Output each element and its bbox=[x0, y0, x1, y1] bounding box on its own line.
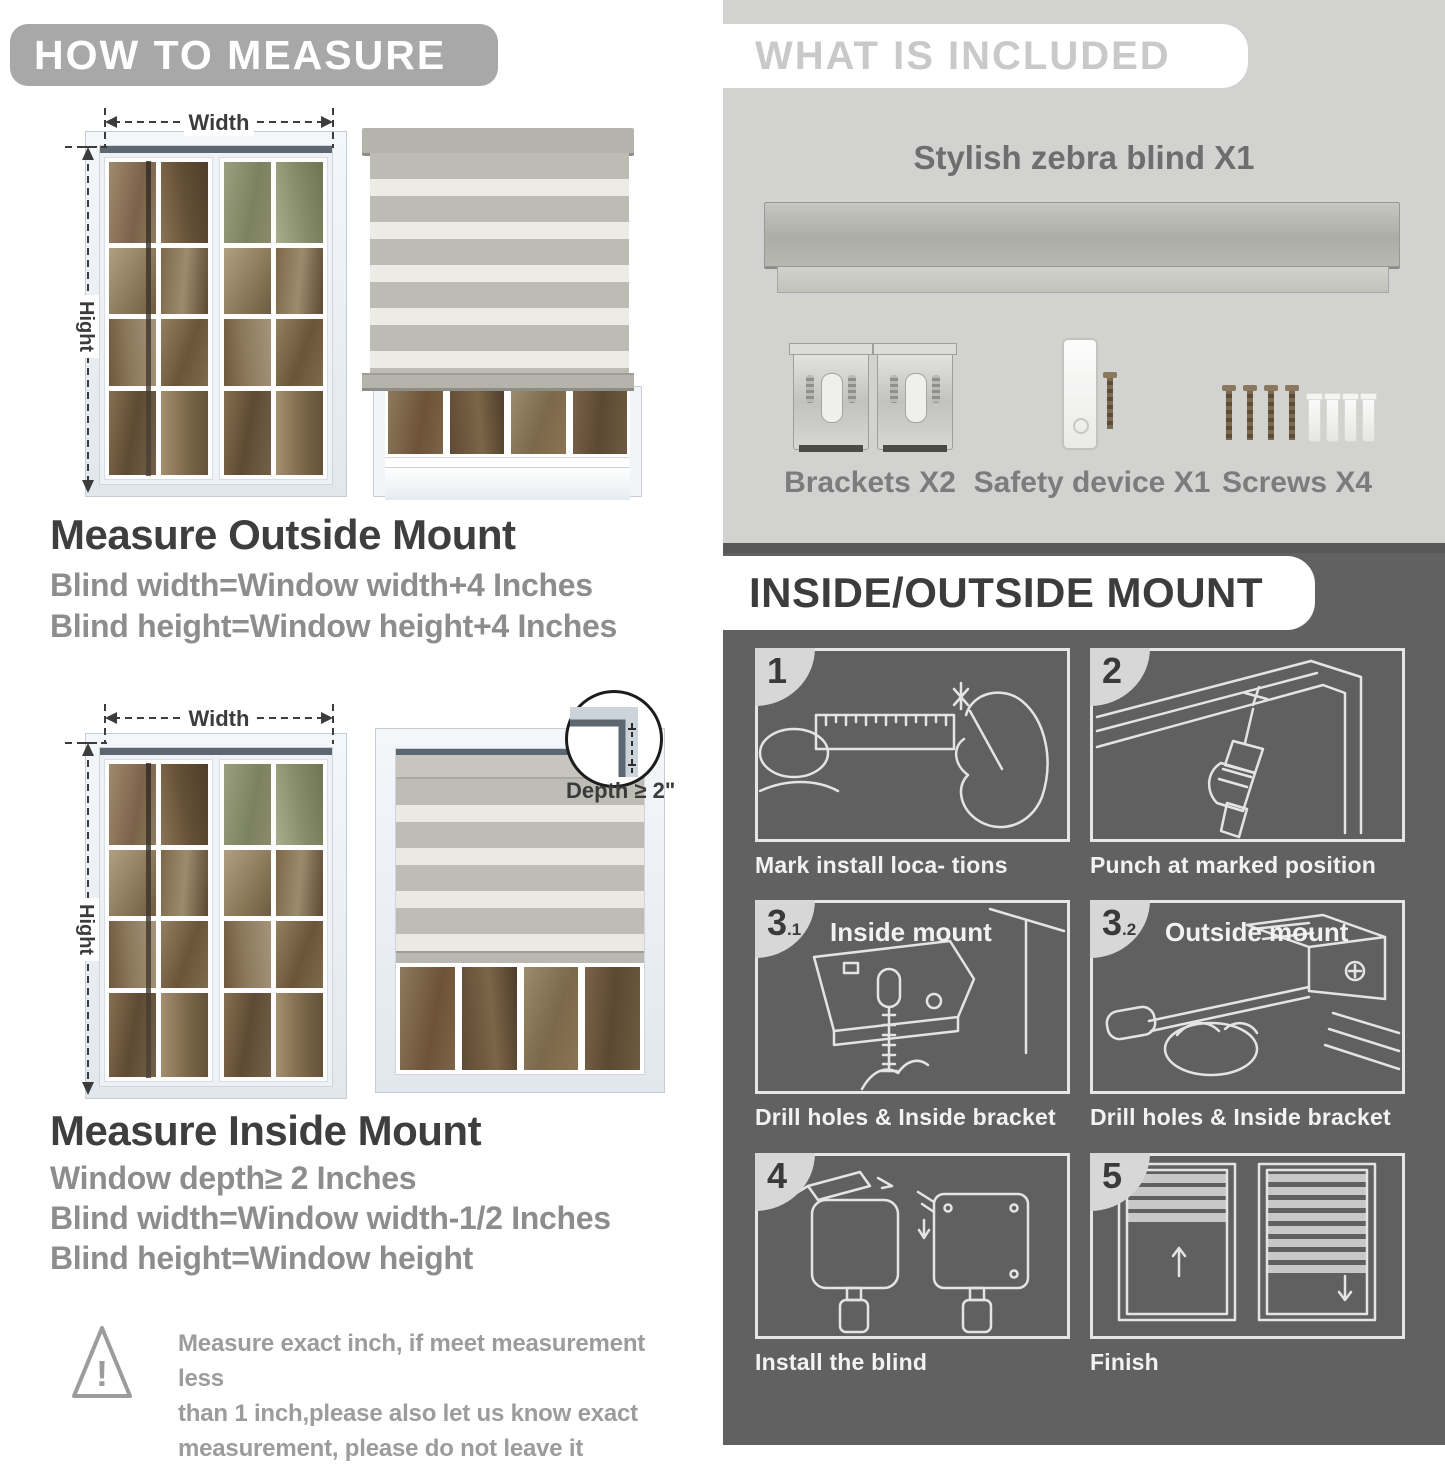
step-number-badge: 3.2 bbox=[1090, 900, 1150, 958]
depth-requirement-label: Depth ≥ 2" bbox=[566, 778, 676, 803]
width-dimension-label: Width bbox=[184, 110, 254, 136]
step-number-badge: 4 bbox=[755, 1153, 815, 1211]
step-panel-5 bbox=[1090, 1153, 1405, 1339]
width-dimension-label: Width bbox=[184, 706, 254, 732]
step-caption-4: Install the blind bbox=[755, 1349, 928, 1375]
wall-anchor-image bbox=[1326, 394, 1339, 442]
screw-image bbox=[1247, 390, 1253, 440]
product-name-label: Stylish zebra blind X1 bbox=[913, 139, 1255, 176]
step-caption-5: Finish bbox=[1090, 1349, 1159, 1375]
headrail-bottom-lip bbox=[777, 267, 1389, 293]
inside-mount-line2: Blind width=Window width-1/2 Inches bbox=[50, 1200, 611, 1236]
zebra-blind-headrail bbox=[362, 128, 634, 156]
inside-mount-line3: Blind height=Window height bbox=[50, 1240, 473, 1276]
warning-line1: Measure exact inch, if meet measurement less bbox=[178, 1330, 646, 1392]
screw-image bbox=[1226, 390, 1232, 440]
zebra-blind-stripes bbox=[370, 153, 629, 373]
wall-anchor-image bbox=[1344, 394, 1357, 442]
step-caption-3-2: Drill holes & Inside bracket bbox=[1090, 1104, 1391, 1130]
what-is-included-header: WHAT IS INCLUDED bbox=[703, 24, 1248, 88]
warning-triangle-icon bbox=[70, 1320, 134, 1404]
depth-detail-magnifier bbox=[565, 690, 663, 788]
zebra-blind-bottomrail bbox=[362, 373, 634, 391]
step-panel-3-2 bbox=[1090, 900, 1405, 1094]
inside-mount-line1: Window depth≥ 2 Inches bbox=[50, 1160, 417, 1196]
window-panes bbox=[396, 963, 644, 1074]
screw-image bbox=[1268, 390, 1274, 440]
zebra-blind-bottomrail bbox=[396, 951, 644, 963]
wall-anchor-image bbox=[1308, 394, 1321, 442]
safety-device-label: Safety device X1 bbox=[973, 466, 1211, 499]
zebra-blind-stripes bbox=[396, 779, 644, 951]
dimension-arrows-inside bbox=[55, 697, 355, 1107]
headrail-image bbox=[764, 202, 1400, 267]
step-number-badge: 1 bbox=[755, 648, 815, 706]
bracket-image-2 bbox=[877, 344, 953, 450]
step-number-badge: 5 bbox=[1090, 1153, 1150, 1211]
window-bottom-peek bbox=[373, 386, 642, 497]
height-dimension-label: Hight bbox=[72, 898, 99, 961]
step-caption-2: Punch at marked position bbox=[1090, 852, 1376, 878]
safety-screw-image bbox=[1107, 377, 1113, 429]
how-to-measure-header: HOW TO MEASURE bbox=[10, 24, 498, 86]
wall-anchor-image bbox=[1362, 394, 1375, 442]
height-dimension-label: Hight bbox=[72, 295, 99, 358]
warning-line3: measurement, please do not leave it bbox=[178, 1435, 584, 1462]
svg-text:!: ! bbox=[96, 1353, 108, 1394]
step-caption-1: Mark install loca- tions bbox=[755, 852, 1008, 878]
warning-line2: than 1 inch,please also let us know exact bbox=[178, 1400, 638, 1427]
brackets-label: Brackets X2 bbox=[784, 466, 956, 499]
step-panel-3-1 bbox=[755, 900, 1070, 1094]
safety-device-image bbox=[1062, 338, 1098, 450]
step-label: Outside mount bbox=[1165, 917, 1349, 947]
step-number-badge: 2 bbox=[1090, 648, 1150, 706]
step-panel-4 bbox=[755, 1153, 1070, 1339]
step-caption-3-1: Drill holes & Inside bracket bbox=[755, 1104, 1056, 1130]
bracket-image-1 bbox=[793, 344, 869, 450]
screw-image bbox=[1289, 390, 1295, 440]
step-panel-2 bbox=[1090, 648, 1405, 842]
step-label: Inside mount bbox=[830, 917, 992, 947]
outside-mount-title: Measure Outside Mount bbox=[50, 511, 516, 558]
measurement-warning-text bbox=[178, 1326, 648, 1466]
outside-mount-line2: Blind height=Window height+4 Inches bbox=[50, 608, 618, 644]
outside-mount-line1: Blind width=Window width+4 Inches bbox=[50, 567, 593, 603]
dimension-arrows-outside bbox=[55, 100, 355, 505]
step-number-badge: 3.1 bbox=[755, 900, 815, 958]
screws-label: Screws X4 bbox=[1221, 466, 1373, 499]
step-panel-1 bbox=[755, 648, 1070, 842]
inside-mount-title: Measure Inside Mount bbox=[50, 1107, 482, 1154]
inside-outside-mount-header: INSIDE/OUTSIDE MOUNT bbox=[703, 556, 1315, 630]
